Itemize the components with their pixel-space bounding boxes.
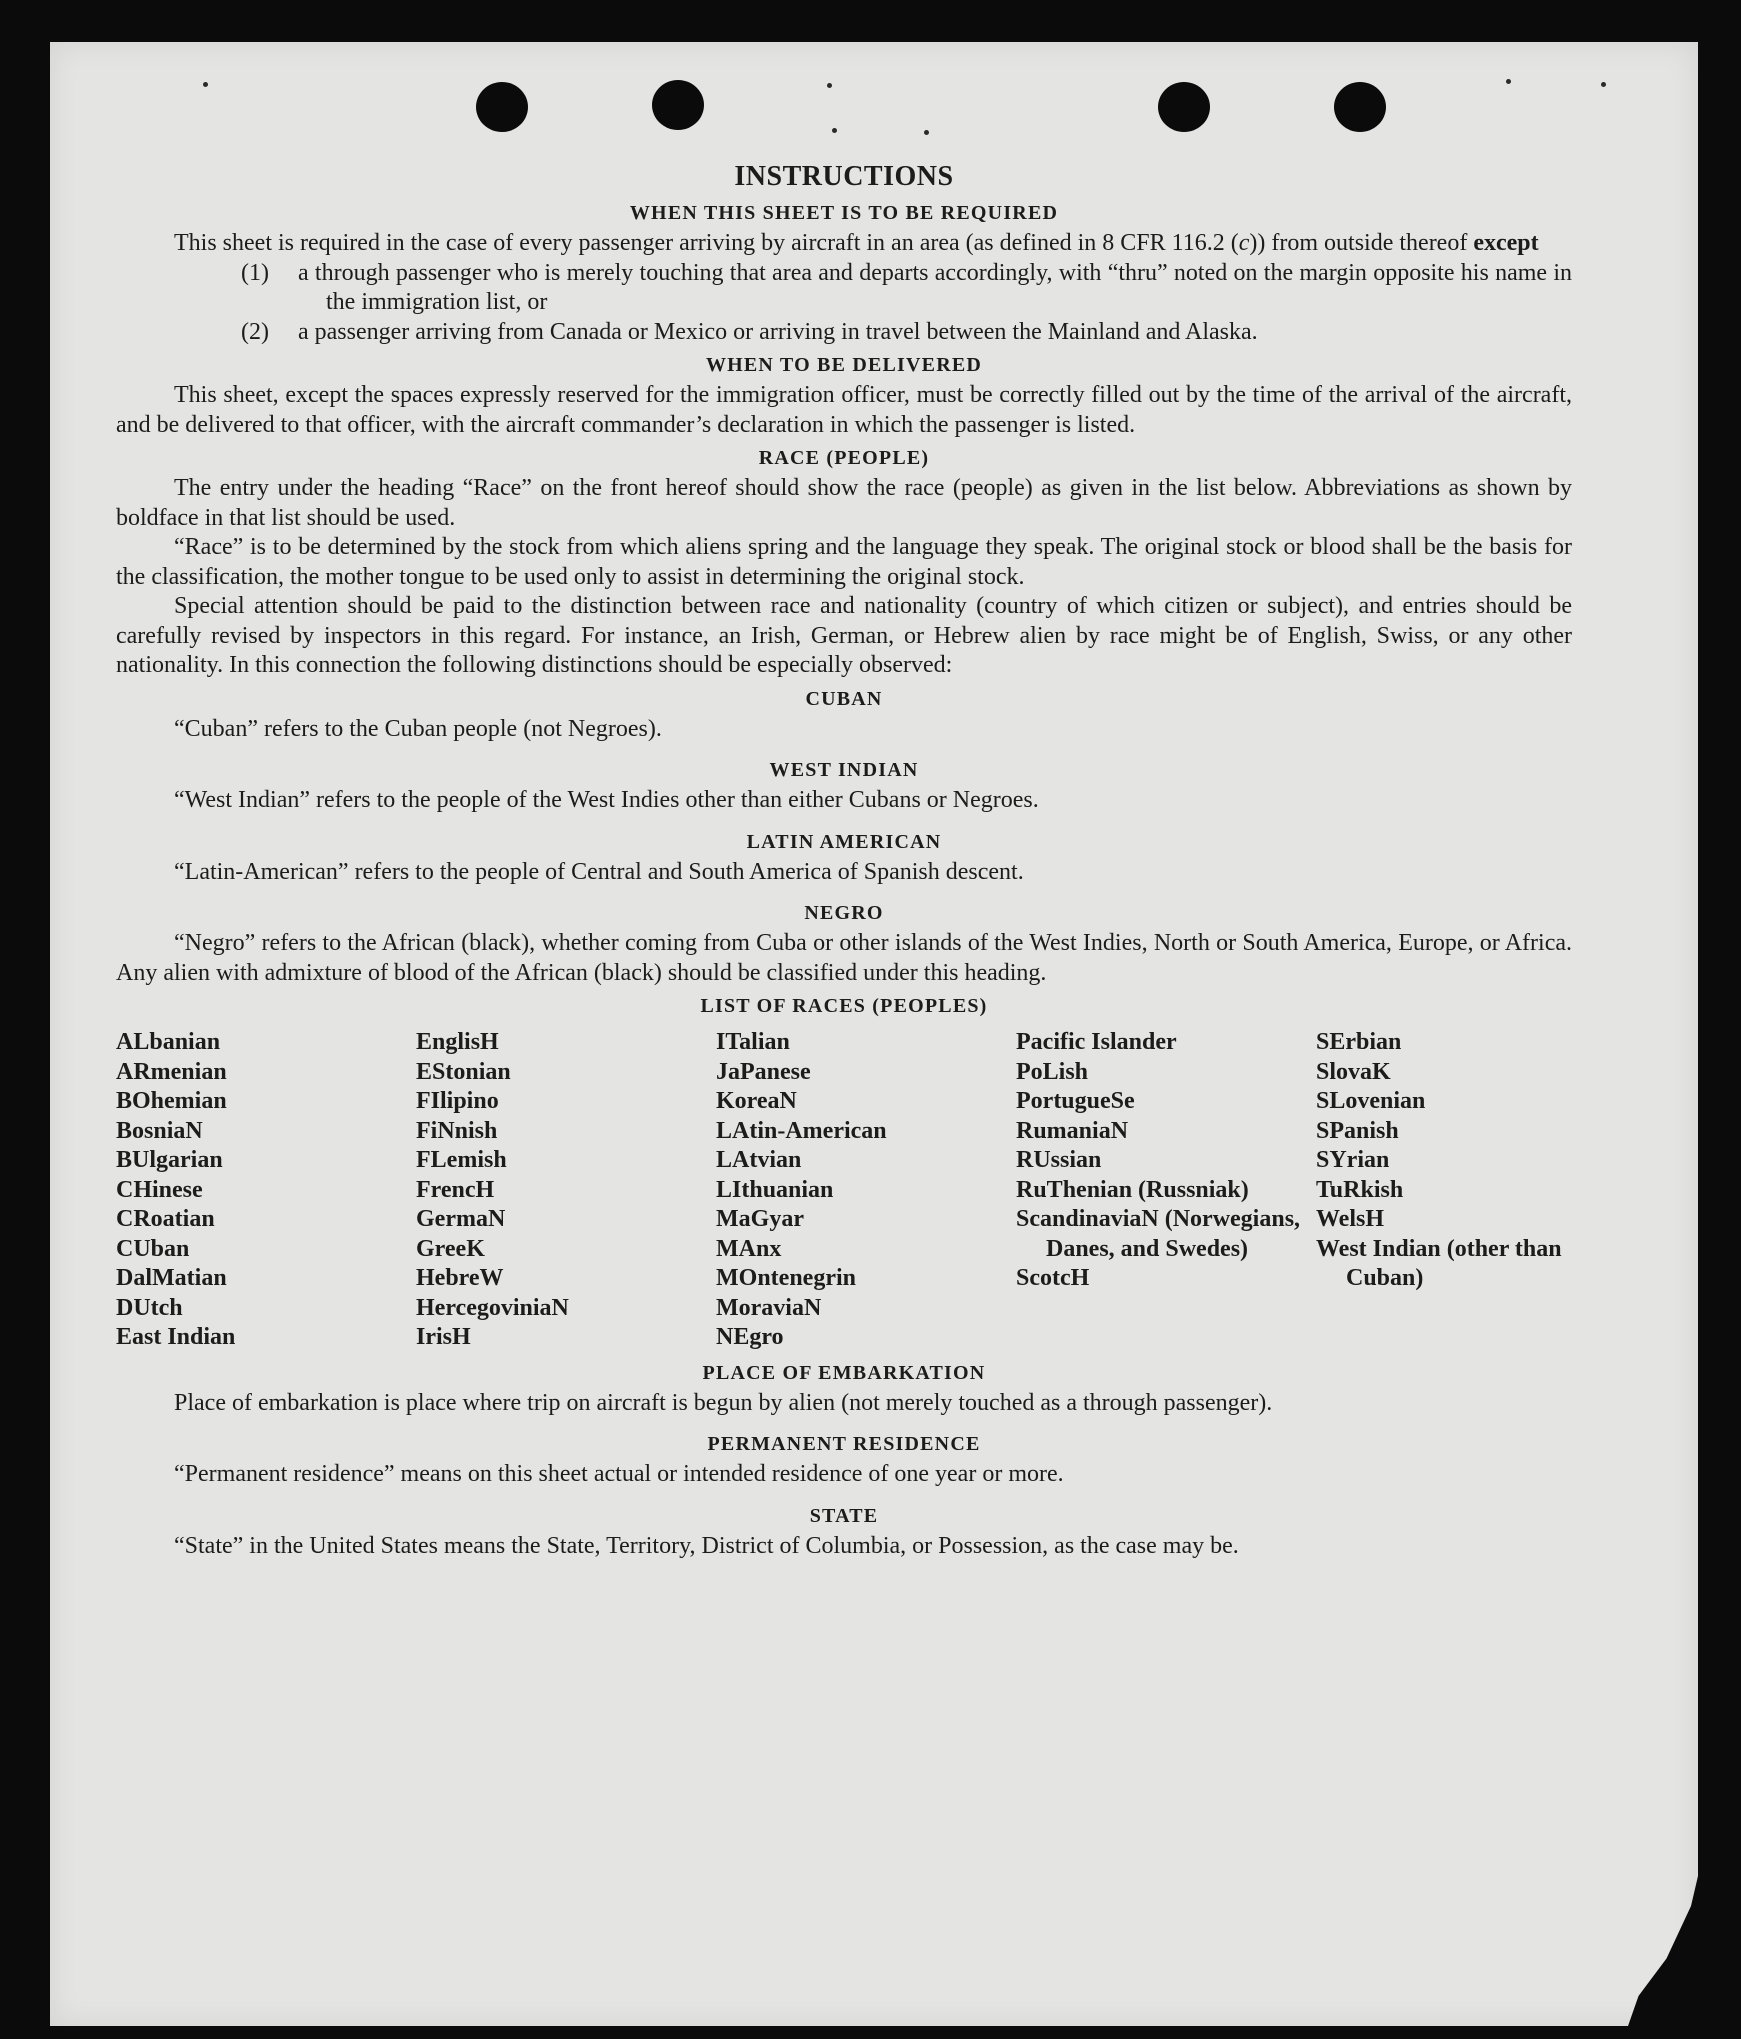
race-item: ScotcH — [1016, 1265, 1090, 1291]
speck-mark — [203, 82, 208, 87]
race-item: BOhemian — [116, 1088, 227, 1114]
race-item: MAnx — [716, 1235, 782, 1262]
race-item: FLemish — [416, 1147, 507, 1173]
speck-mark — [924, 130, 929, 135]
heading-race: RACE (PEOPLE) — [758, 447, 930, 469]
paragraph-when-required — [116, 229, 1572, 259]
heading-negro: NEGRO — [804, 902, 884, 924]
race-item: JaPanese — [716, 1058, 811, 1085]
paragraph-state: “State” in the United States means the State, Territory, District of Columbia, or Possession, as the case may be. — [174, 1532, 1239, 1559]
heading-west-indian: WEST INDIAN — [769, 759, 919, 781]
page-title: INSTRUCTIONS — [734, 161, 954, 192]
race-item: CHinese — [116, 1176, 203, 1203]
speck-mark — [1506, 79, 1511, 84]
heading-when-required: WHEN THIS SHEET IS TO BE REQUIRED — [629, 202, 1059, 224]
punch-hole-4 — [1334, 82, 1386, 132]
punch-hole-3 — [1158, 82, 1210, 132]
paragraph-cuban: “Cuban” refers to the Cuban people (not Negroes). — [174, 715, 662, 742]
race-item: NEgro — [716, 1324, 784, 1350]
race-column-2 — [416, 1028, 716, 1353]
heading-place-of-embarkation: PLACE OF EMBARKATION — [702, 1361, 986, 1384]
punch-hole-2 — [652, 80, 704, 130]
speck-mark — [827, 83, 832, 88]
race-item: RumaniaN — [1016, 1117, 1129, 1144]
race-item: ITalian — [716, 1029, 790, 1055]
race-item: MOntenegrin — [716, 1265, 856, 1291]
speck-mark — [1601, 82, 1606, 87]
race-column-3 — [716, 1028, 1016, 1353]
intro-subsection: c — [1238, 230, 1250, 256]
race-item: HebreW — [416, 1265, 504, 1291]
punch-hole-1 — [476, 82, 528, 132]
intro-text: This sheet is required in the case of every passenger arriving by aircraft in an area (as defined in 8 CFR 116.2 ( — [174, 230, 1239, 256]
paragraph-latin-american: “Latin-American” refers to the people of Central and South America of Spanish descent. — [174, 858, 1024, 885]
exception-2 — [241, 318, 1572, 348]
race-item: DUtch — [116, 1294, 183, 1321]
race-item: SPanish — [1316, 1117, 1399, 1144]
exception-text: a through passenger who is merely touching that area and departs accordingly, with “thru” noted on the margin opposite his name in the immigration list, or — [298, 259, 1572, 315]
race-item: MaGyar — [716, 1206, 804, 1232]
race-item: DalMatian — [116, 1265, 227, 1291]
race-item: PoLish — [1016, 1058, 1089, 1085]
race-column-1 — [116, 1028, 416, 1353]
race-item: East Indian — [116, 1324, 236, 1350]
intro-except: except — [1473, 230, 1539, 256]
race-item: FIlipino — [416, 1088, 499, 1114]
race-item: EnglisH — [416, 1029, 499, 1055]
paragraph-race-3: Special attention should be paid to the distinction between race and nationality (country of which citizen or subject), and entries should be carefully revised by inspectors in this regard. For instance, an Irish, German, or Hebrew alien by race might be of English, Swiss, or any other nationality. In this connection the following distinctions should be especially observed: — [116, 593, 1572, 678]
heading-state: STATE — [809, 1504, 879, 1527]
race-item: GermaN — [416, 1206, 506, 1232]
heading-permanent-residence: PERMANENT RESIDENCE — [707, 1433, 981, 1455]
race-item: SErbian — [1316, 1029, 1402, 1055]
race-item: LAtvian — [716, 1147, 802, 1173]
race-item: FrencH — [416, 1176, 495, 1203]
race-item: West Indian (other than Cuban) — [1316, 1235, 1562, 1291]
paragraph-negro: “Negro” refers to the African (black), whether coming from Cuba or other islands of the West Indies, North or South America, Europe, or Africa. Any alien with admixture of blood of the African (black) should be classified under this heading. — [116, 930, 1572, 986]
heading-cuban: CUBAN — [805, 687, 883, 710]
exception-number: (2) — [241, 318, 269, 345]
race-item: CRoatian — [116, 1206, 215, 1232]
race-item: LAtin-American — [716, 1117, 887, 1144]
paragraph-race-1: The entry under the heading “Race” on the front hereof should show the race (people) as given in the list below. Abbreviations as shown by boldface in that list should be used. — [116, 475, 1572, 531]
paragraph-west-indian: “West Indian” refers to the people of the West Indies other than either Cubans or Negroes. — [174, 787, 1039, 813]
paragraph-race-2: “Race” is to be determined by the stock from which aliens spring and the language they speak. The original stock or blood shall be the basis for the classification, the mother tongue to be used only to assist in determining the original stock. — [116, 534, 1572, 590]
race-item: IrisH — [416, 1324, 471, 1350]
race-item: LIthuanian — [716, 1176, 834, 1203]
race-item: BUlgarian — [116, 1147, 223, 1173]
race-item: RUssian — [1016, 1147, 1102, 1173]
race-item: MoraviaN — [716, 1294, 822, 1321]
race-item: SLovenian — [1316, 1088, 1426, 1114]
exception-text: a passenger arriving from Canada or Mexico or arriving in travel between the Mainland and Alaska. — [298, 318, 1258, 345]
instructions-content — [116, 159, 1572, 1561]
race-item: KoreaN — [716, 1088, 797, 1114]
race-item: HercegoviniaN — [416, 1294, 569, 1321]
race-item: WelsH — [1316, 1206, 1385, 1232]
race-item: CUban — [116, 1235, 190, 1262]
exception-1 — [241, 259, 1572, 318]
torn-corner — [1628, 1876, 1698, 2026]
heading-latin-american: LATIN AMERICAN — [746, 830, 942, 853]
race-item: ScandinaviaN (Norwegians, Danes, and Swedes) — [1016, 1206, 1301, 1262]
race-list — [116, 1028, 1572, 1353]
race-item: FiNnish — [416, 1117, 498, 1144]
race-item: Pacific Islander — [1016, 1029, 1177, 1055]
intro-text-cont: )) from outside thereof — [1249, 230, 1474, 256]
race-item: ARmenian — [116, 1058, 227, 1085]
race-item: PortugueSe — [1016, 1088, 1135, 1114]
paragraph-residence: “Permanent residence” means on this sheet actual or intended residence of one year or more. — [174, 1461, 1064, 1487]
paragraph-embarkation: Place of embarkation is place where trip on aircraft is begun by alien (not merely touched as a through passenger). — [174, 1389, 1273, 1416]
heading-when-delivered: WHEN TO BE DELIVERED — [705, 354, 983, 376]
race-item: SlovaK — [1316, 1058, 1391, 1085]
race-item: RuThenian (Russniak) — [1016, 1176, 1249, 1203]
race-item: GreeK — [416, 1235, 485, 1262]
race-item: TuRkish — [1316, 1176, 1404, 1203]
race-item: EStonian — [416, 1058, 511, 1085]
paragraph-when-delivered: This sheet, except the spaces expressly reserved for the immigration officer, must be correctly filled out by the time of the arrival of the aircraft, and be delivered to that officer, with the aircraft commander’s declaration in which the passenger is listed. — [116, 382, 1572, 438]
race-item: ALbanian — [116, 1029, 221, 1055]
exception-number: (1) — [241, 259, 269, 286]
speck-mark — [832, 128, 837, 133]
race-item: BosniaN — [116, 1117, 203, 1144]
heading-list-of-races: LIST OF RACES (PEOPLES) — [700, 995, 988, 1017]
race-column-4 — [1016, 1028, 1316, 1353]
race-item: SYrian — [1316, 1147, 1390, 1173]
race-column-5 — [1316, 1028, 1572, 1353]
